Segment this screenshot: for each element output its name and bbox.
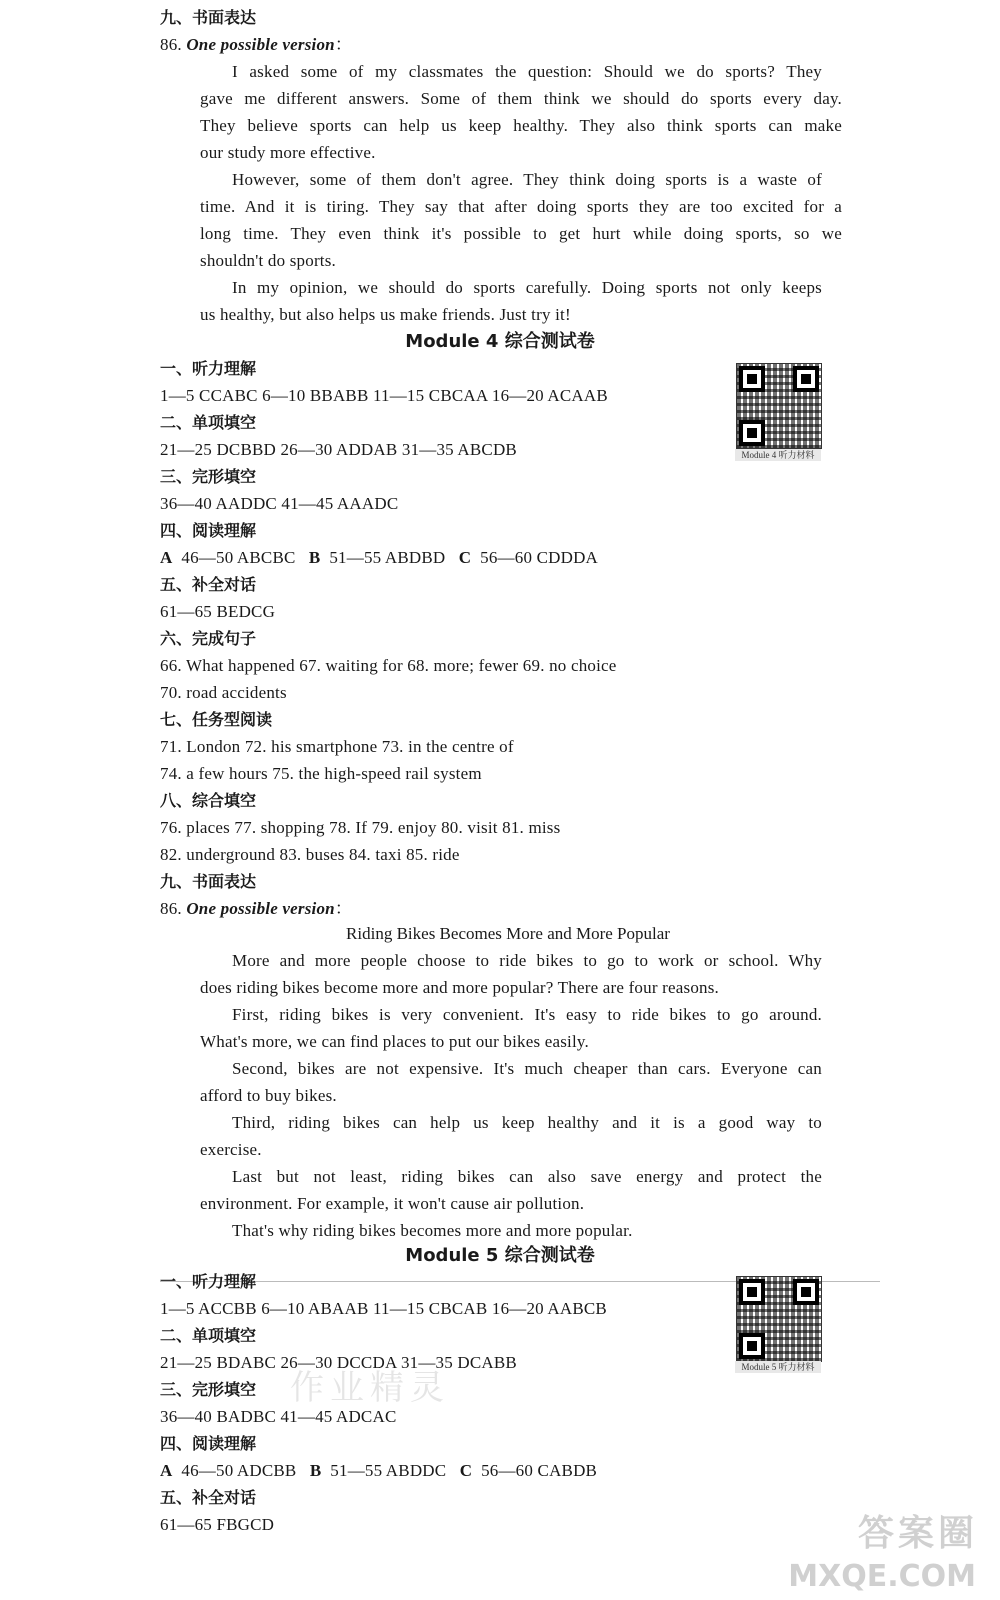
essay-line: They believe sports can help us keep healthy. They also think sports can make [200, 116, 842, 135]
essay-line: In my opinion, we should do sports carefully. Doing sports not only keeps [232, 278, 822, 297]
passage-label: C [458, 548, 472, 567]
section-heading-writing: 九、书面表达 [160, 8, 257, 27]
essay-line: exercise. [200, 1140, 262, 1159]
answer-line: 36—40 BADBC 41—45 ADCAC [160, 1407, 397, 1426]
module4-title: Module 4 综合测试卷 [405, 331, 595, 352]
essay-title: Riding Bikes Becomes More and More Popular [346, 924, 670, 943]
answer-line: 82. underground 83. buses 84. taxi 85. ride [160, 845, 460, 864]
qr-finder [739, 366, 765, 392]
question-number: 86. [160, 899, 182, 918]
section-heading: 三、完形填空 [160, 467, 257, 486]
section-heading: 三、完形填空 [160, 1380, 257, 1399]
essay-line: long time. They even think it's possible to get hurt while doing sports, so we [200, 224, 842, 243]
answers: 46—50 ADCBB [181, 1461, 297, 1480]
qr-finder [739, 1333, 765, 1359]
module5-qr-code[interactable] [736, 1276, 822, 1362]
section-heading: 二、单项填空 [160, 1326, 257, 1345]
answer-line: 71. London 72. his smartphone 73. in the centre of [160, 737, 514, 756]
answers: 56—60 CDDDA [480, 548, 599, 567]
essay-line: First, riding bikes is very convenient. It's easy to ride bikes to go around. [232, 1005, 822, 1024]
essay-line: That's why riding bikes becomes more and more popular. [232, 1221, 633, 1240]
qr-finder [793, 366, 819, 392]
colon: ： [334, 35, 353, 54]
version-label: One possible version [186, 899, 335, 918]
passage-label: A [160, 548, 173, 567]
passage-label: C [459, 1461, 473, 1480]
watermark-url: MXQE.COM [788, 1559, 976, 1594]
answers: 51—55 ABDDC [330, 1461, 447, 1480]
answer-line: 21—25 BDABC 26—30 DCCDA 31—35 DCABB [160, 1353, 517, 1372]
answer-line: 1—5 ACCBB 6—10 ABAAB 11—15 CBCAB 16—20 AABCB [160, 1299, 607, 1318]
section-heading: 二、单项填空 [160, 413, 257, 432]
section-heading: 五、补全对话 [160, 1488, 257, 1507]
essay-line: environment. For example, it won't cause air pollution. [200, 1194, 585, 1213]
section-heading: 八、综合填空 [160, 791, 257, 810]
qr-finder [739, 420, 765, 446]
essay-line: I asked some of my classmates the question: Should we do sports? They [232, 62, 822, 81]
answer-line: 61—65 BEDCG [160, 602, 276, 621]
answers: 56—60 CABDB [481, 1461, 598, 1480]
module4-qr-caption: Module 4 听力材料 [735, 449, 821, 461]
qr-finder [793, 1279, 819, 1305]
section-heading: 四、阅读理解 [160, 521, 257, 540]
essay-line: us healthy, but also helps us make friends. Just try it! [200, 305, 571, 324]
qr-finder [739, 1279, 765, 1305]
essay-line: Last but not least, riding bikes can also save energy and protect the [232, 1167, 822, 1186]
answer-line: 74. a few hours 75. the high-speed rail system [160, 764, 482, 783]
section-heading: 五、补全对话 [160, 575, 257, 594]
passage-label: B [309, 1461, 322, 1480]
watermark-logo: 答案圈 [857, 1513, 978, 1554]
essay-line: Second, bikes are not expensive. It's much cheaper than cars. Everyone can [232, 1059, 822, 1078]
essay-line: Third, riding bikes can help us keep healthy and it is a good way to [232, 1113, 822, 1132]
module4-qr-code[interactable] [736, 363, 822, 449]
essay-line: gave me different answers. Some of them think we should do sports every day. [200, 89, 842, 108]
answers: 46—50 ABCBC [181, 548, 296, 567]
passage-label: A [160, 1461, 173, 1480]
essay-line: time. And it is tiring. They say that after doing sports they are too excited for a [200, 197, 842, 216]
answer-line: 70. road accidents [160, 683, 287, 702]
section-heading: 一、听力理解 [160, 359, 257, 378]
watermark-text: 作业精灵 [290, 1368, 450, 1408]
colon: ： [334, 899, 353, 918]
version-label: One possible version [186, 35, 335, 54]
answer-line: 61—65 FBGCD [160, 1515, 275, 1534]
section-heading: 九、书面表达 [160, 872, 257, 891]
essay-line: shouldn't do sports. [200, 251, 336, 270]
essay-line: What's more, we can find places to put our bikes easily. [200, 1032, 589, 1051]
section-heading: 四、阅读理解 [160, 1434, 257, 1453]
section-heading: 一、听力理解 [160, 1272, 257, 1291]
answer-line: 76. places 77. shopping 78. If 79. enjoy 80. visit 81. miss [160, 818, 561, 837]
passage-label: B [308, 548, 321, 567]
answer-line [160, 546, 598, 570]
essay-line: However, some of them don't agree. They think doing sports is a waste of [232, 170, 822, 189]
answer-line: 66. What happened 67. waiting for 68. more; fewer 69. no choice [160, 656, 617, 675]
section-heading: 七、任务型阅读 [160, 710, 273, 729]
module5-title: Module 5 综合测试卷 [405, 1245, 595, 1266]
module5-qr-caption: Module 5 听力材料 [735, 1361, 821, 1373]
essay-line: our study more effective. [200, 143, 376, 162]
answer-line [160, 1459, 597, 1483]
writing-label [160, 33, 352, 57]
essay-line: More and more people choose to ride bikes to go to work or school. Why [232, 951, 822, 970]
answer-line: 36—40 AADDC 41—45 AAADC [160, 494, 399, 513]
essay-line: afford to buy bikes. [200, 1086, 337, 1105]
answers: 51—55 ABDBD [329, 548, 446, 567]
answer-line: 1—5 CCABC 6—10 BBABB 11—15 CBCAA 16—20 ACAAB [160, 386, 608, 405]
question-number: 86. [160, 35, 182, 54]
writing-label [160, 897, 352, 921]
essay-line: does riding bikes become more and more popular? There are four reasons. [200, 978, 719, 997]
answer-line: 21—25 DCBBD 26—30 ADDAB 31—35 ABCDB [160, 440, 517, 459]
section-heading: 六、完成句子 [160, 629, 257, 648]
